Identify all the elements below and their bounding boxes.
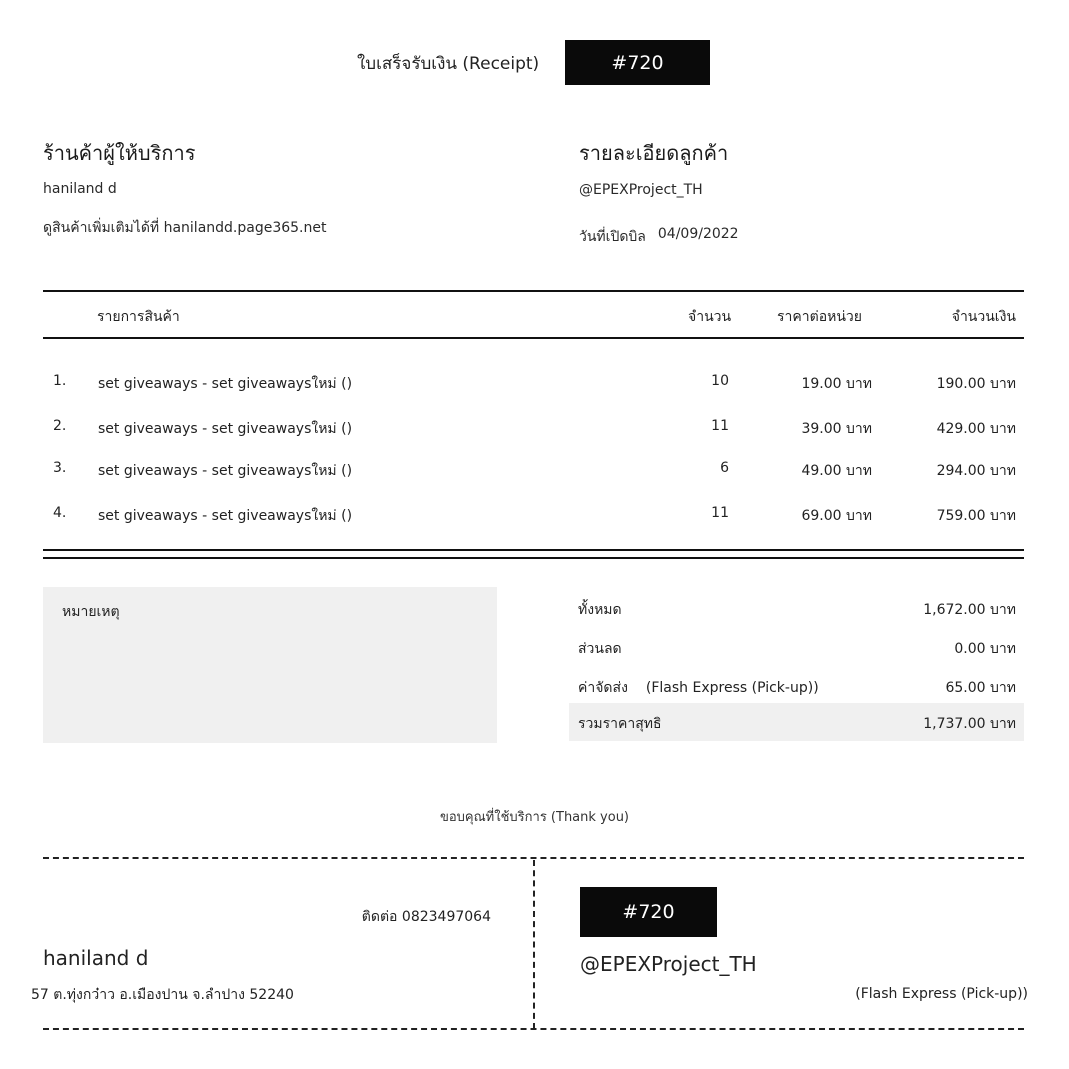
row-qty: 10 xyxy=(711,373,729,389)
row-item-name: set giveaways - set giveawaysใหม่ () xyxy=(98,421,353,437)
table-bottom-rule-1 xyxy=(43,549,1024,551)
summary-subtotal xyxy=(569,592,1024,624)
notes-box xyxy=(43,587,497,743)
notes-label: หมายเหตุ xyxy=(62,604,120,620)
col-header-amount: จำนวนเงิน xyxy=(951,309,1016,325)
table-bottom-rule-2 xyxy=(43,557,1024,559)
shipping-method: (Flash Express (Pick-up)) xyxy=(645,680,819,696)
summary-total xyxy=(569,703,1024,741)
receiver-handle: @EPEXProject_TH xyxy=(580,952,757,976)
row-unit-price: 49.00 บาท xyxy=(801,463,872,479)
row-item-name: set giveaways - set giveawaysใหม่ () xyxy=(98,508,353,524)
bill-date-label: วันที่เปิดบิล xyxy=(579,229,646,245)
row-qty: 6 xyxy=(720,460,729,476)
subtotal-label: ทั้งหมด xyxy=(578,602,622,618)
row-amount: 294.00 บาท xyxy=(936,463,1016,479)
sender-address: 57 ต.ทุ่งกว๋าว อ.เมืองปาน จ.ลำปาง 52240 xyxy=(31,987,294,1003)
row-item-name: set giveaways - set giveawaysใหม่ () xyxy=(98,463,353,479)
seller-heading: ร้านค้าผู้ให้บริการ xyxy=(43,141,196,165)
slip-shipping-method: (Flash Express (Pick-up)) xyxy=(855,986,1028,1002)
col-header-item: รายการสินค้า xyxy=(97,309,180,325)
subtotal-value: 1,672.00 บาท xyxy=(923,602,1016,618)
summary-shipping xyxy=(569,670,1024,702)
slip-bottom-dashed-line xyxy=(43,1028,1024,1030)
table-row xyxy=(43,460,1024,484)
table-header-rule xyxy=(43,337,1024,339)
bill-date-value: 04/09/2022 xyxy=(657,226,739,242)
col-header-unit-price: ราคาต่อหน่วย xyxy=(777,309,862,325)
row-amount: 429.00 บาท xyxy=(936,421,1016,437)
discount-label: ส่วนลด xyxy=(578,641,622,657)
shipping-label-group xyxy=(578,677,819,699)
row-amount: 190.00 บาท xyxy=(936,376,1016,392)
thank-you-note: ขอบคุณที่ใช้บริการ (Thank you) xyxy=(439,810,630,825)
seller-name: haniland d xyxy=(43,181,117,197)
receipt-title: ใบเสร็จรับเงิน (Receipt) xyxy=(357,54,540,74)
row-number: 2. xyxy=(53,418,67,434)
table-top-rule xyxy=(43,290,1024,292)
total-label: รวมราคาสุทธิ xyxy=(578,716,662,732)
slip-receipt-number-badge xyxy=(580,887,717,937)
row-number: 4. xyxy=(53,505,67,521)
row-unit-price: 39.00 บาท xyxy=(801,421,872,437)
slip-top-dashed-line xyxy=(43,857,1024,859)
slip-divider-dashed-line xyxy=(533,860,535,1029)
summary-discount xyxy=(569,631,1024,663)
sender-contact: ติดต่อ 0823497064 xyxy=(361,909,491,925)
receipt-number: #720 xyxy=(611,51,664,74)
sender-name: haniland d xyxy=(43,946,149,970)
shipping-value: 65.00 บาท xyxy=(945,680,1016,696)
row-qty: 11 xyxy=(711,418,729,434)
row-number: 3. xyxy=(53,460,67,476)
col-header-qty: จำนวน xyxy=(688,309,732,325)
row-item-name: set giveaways - set giveawaysใหม่ () xyxy=(98,376,353,392)
total-value: 1,737.00 บาท xyxy=(923,716,1016,732)
customer-handle: @EPEXProject_TH xyxy=(579,182,703,198)
table-row xyxy=(43,418,1024,442)
row-qty: 11 xyxy=(711,505,729,521)
bill-date xyxy=(579,226,739,248)
table-row xyxy=(43,505,1024,529)
discount-value: 0.00 บาท xyxy=(954,641,1016,657)
seller-more-link[interactable]: ดูสินค้าเพิ่มเติมได้ที่ hanilandd.page365.net xyxy=(43,220,327,236)
row-unit-price: 69.00 บาท xyxy=(801,508,872,524)
slip-receipt-number: #720 xyxy=(622,901,675,923)
customer-heading: รายละเอียดลูกค้า xyxy=(579,141,729,165)
receipt-number-badge xyxy=(565,40,710,85)
table-row xyxy=(43,373,1024,397)
row-unit-price: 19.00 บาท xyxy=(801,376,872,392)
row-amount: 759.00 บาท xyxy=(936,508,1016,524)
row-number: 1. xyxy=(53,373,67,389)
shipping-label: ค่าจัดส่ง xyxy=(578,680,628,696)
